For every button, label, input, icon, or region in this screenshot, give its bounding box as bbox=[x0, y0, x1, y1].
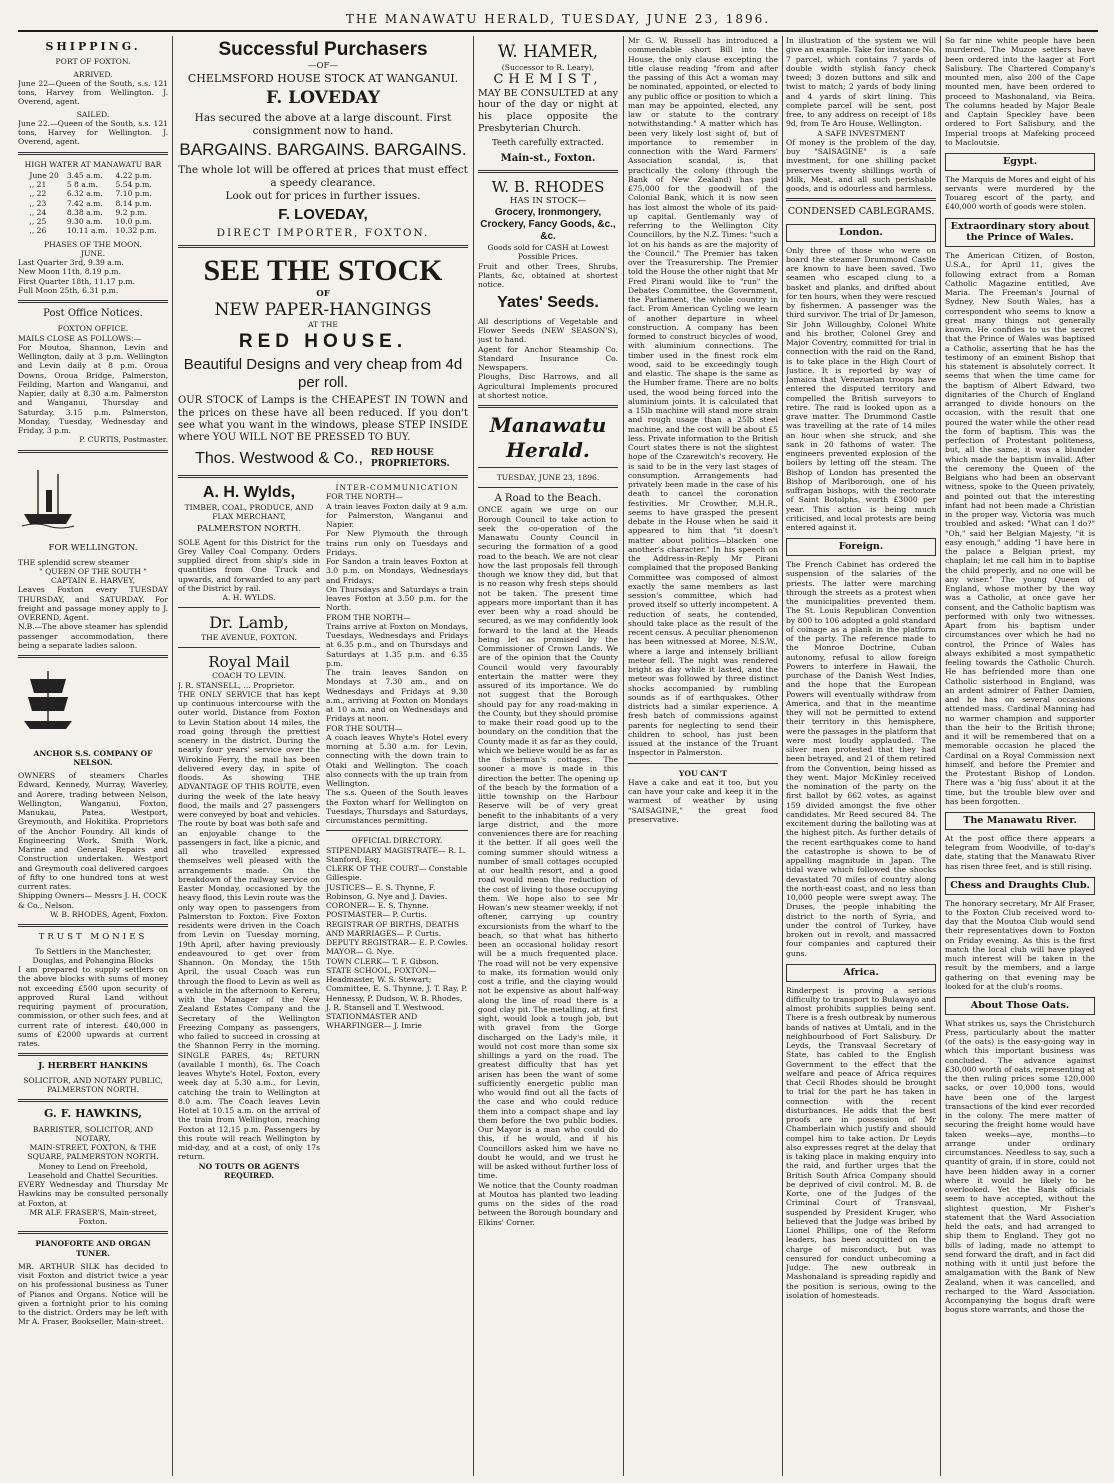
yates-ploughs: Ploughs, Disc Harrows, and all Agricultural Implements procured at shortest notice. bbox=[478, 372, 618, 400]
anchor-text: OWNERS of steamers Charles Edward, Kennedy, Murray, Waverley, and Aorere, trading between Nelson, Wellington, Wanganui, Foxton, Manukau, Patea, Westport, Greymouth, and Hokitika. Proprietors of the Anchor Foundry. All kinds of Engineering Work, Smith Work, Marine and General Repairs and Construction undertaken. Westport and Greymouth coal delivered cargoes of fifty to one hundred tons at west current rates. bbox=[18, 771, 168, 892]
column-4 bbox=[628, 36, 778, 1476]
royal-proprietor: J. R. STANSELL, ... Proprietor. bbox=[178, 680, 295, 690]
sailed-label: SAILED. bbox=[76, 109, 110, 119]
post-office-signature: P. CURTIS, Postmaster. bbox=[79, 435, 168, 445]
tide-date: ,, 22 bbox=[29, 189, 47, 199]
moon-phase: Full Moon 25th, 6.31 p.m. bbox=[18, 285, 119, 295]
story-title: Extraordinary story about the Prince of Wales. bbox=[945, 218, 1095, 247]
table-row bbox=[25, 199, 160, 208]
purchasers-bargains: BARGAINS. BARGAINS. BARGAINS. bbox=[179, 140, 467, 160]
directory-item: MAYOR— G. Nye. bbox=[326, 947, 395, 957]
purchasers-whole: The whole lot will be offered at prices that must effect a speedy clearance. bbox=[178, 164, 468, 189]
hawkins-money: Money to Lend on Freehold, Leasehold and Chattel Securities. bbox=[27, 1161, 159, 1180]
divider bbox=[786, 198, 936, 201]
divider bbox=[18, 152, 168, 155]
tide-am: 9.30 a.m. bbox=[66, 217, 103, 227]
directory-item: POSTMASTER— P. Curtis. bbox=[326, 910, 427, 920]
divider bbox=[18, 300, 168, 303]
steamer-ship-icon bbox=[18, 462, 78, 532]
arrived-text: June 22—Queen of the South, s.s. 121 tons, Harvey from Wellington. J. Overend, agent. bbox=[18, 78, 168, 107]
hamer-name: W. HAMER, bbox=[497, 42, 599, 62]
illustration-text: In illustration of the system we will give an example. Take for instance No. 7 parcel, which contains 7 yards of double width stylish fancy check tweed; 3 dozen buttons and silk and twist to match; 2 yards of body lining and 4 yards of skirt lining. This complete parcel will be sent, post free, to any address on receipt of 18s 9d, from Te Aro House, Wellington. bbox=[786, 36, 936, 129]
directory-item: STIPENDIARY MAGISTRATE— R. L. Stanford, Esq. bbox=[326, 845, 467, 864]
table-row bbox=[25, 171, 160, 180]
post-office-heading: FOXTON OFFICE. bbox=[57, 324, 129, 334]
inter-text: A coach leaves Whyte's Hotel every morning at 5.30 a.m. for Levin, connecting with the down train to Otaki and Wellington. The coach also connects with the up train from Wellington. bbox=[326, 732, 468, 789]
rhodes-goods: Grocery, Ironmongery, Crockery, Fancy Goods, &c., &c. bbox=[480, 206, 616, 242]
tide-am: 6.32 a.m. bbox=[66, 189, 103, 199]
column-5 bbox=[786, 36, 936, 1476]
tide-am: 8.38 a.m. bbox=[66, 207, 103, 217]
divider bbox=[478, 405, 618, 408]
anchor-title: ANCHOR S.S. COMPANY OF NELSON. bbox=[33, 748, 153, 767]
tide-date: ,, 24 bbox=[29, 207, 47, 217]
hamer-teeth: Teeth carefully extracted. bbox=[491, 138, 605, 149]
tide-am: 5 8 a.m. bbox=[66, 180, 98, 190]
news-briefs: Mr G. W. Russell has introduced a commendable short Bill into the House, the only clause excepting the title clause reading "from and after the passing of this Act a woman may be nominated, appointed, or elected to any public office or position to which a man may be appointed, elected, any law or statute to the contrary notwithstanding." A matter which has been very likely lost sight of, but of importance to remember in connection with the Ward Farmers' Association scandal, is, that practically the colony (through the Bank of New Zealand) has paid £75,000 for the goodwill of the Colonial Bank, which it is now seen has lost almost the whole of its paid-up capital. Gentlemanly way of referring to the Wellington City Councillors, by the N.Z. Times: "such a lot on his hands as are the majority of the Council." The Premier has taken over the Treasurership. The Premier told the House the other night that Mr Fred Pirani would like to "run" the Debates Committee, the Government, the Parliament, the whole country in fact. From American Cycling we learn of another departure in wheel construction. A company has been formed to construct bicycles of wood, with aluminium connections. The timber used in the finest rock elm wood, said to be exceedingly tough and elastic. The shape is the same as the Humber frame. There are no bolts used, the wood being forced into the aluminium joints. It is calculated that a 15lb machine will stand more strain and rough usage than a 25lb steel machine, and the cost will be about £5 less. Private information to the British Court states there is not the slightest hope of the Czarewitch's recovery. He is said to be in the very last stages of consumption. Arrangements had privately been made in the case of his death to cancel the coronation festivities. Mr Crowther, M.H.R., seems to have grasped the present debate in the House when he said it appeared to him that "it doesn't matter about politics—blacken one another's character." In his speech on the Address-in-Reply Mr Pirani complained that the proposed Banking Committee was composed of almost exactly the same members as last session's committee, which had proved itself so utterly incompetent. A reduction of seats, he contended, should take place as the result of the recent census. A peculiar phenomenon has been witnessed at Moree, N.S.W., where a large and intensely brilliant meteor fell. The night was rendered bright as day while it lasted, and the meteor was followed by three distinct shocks accompanied by rumbling sounds as if of earthquakes. Other districts had a similar experience. A fresh batch of commissions against parents for neglecting to send their children to school, has just been issued at the instance of the Truant Inspector in Palmerston. bbox=[628, 36, 778, 758]
divider bbox=[18, 655, 168, 658]
tide-date: ,, 26 bbox=[29, 226, 47, 236]
foreign-title: Foreign. bbox=[786, 538, 936, 556]
see-stock-at: AT THE bbox=[308, 320, 338, 330]
trust-title: TRUST MONIES bbox=[38, 932, 148, 943]
arrived-label: ARRIVED. bbox=[73, 69, 113, 79]
directory-item: REGISTRAR OF BIRTHS, DEATHS AND MARRIAGES— P. Curtis. bbox=[326, 919, 460, 938]
africa-title: Africa. bbox=[786, 964, 936, 982]
wylds-trade: TIMBER, COAL, PRODUCE, AND FLAX MERCHANT, bbox=[184, 502, 314, 521]
hamer-trade: CHEMIST, bbox=[493, 71, 603, 87]
wellington-ship-name: " QUEEN OF THE SOUTH " bbox=[39, 566, 147, 576]
moon-phase: Last Quarter 3rd, 9.39 a.m. bbox=[18, 258, 124, 268]
tide-am: 7.42 a.m. bbox=[66, 198, 103, 208]
inter-text: For New Plymouth the through trains run only on Tuesdays and Fridays. bbox=[326, 529, 468, 557]
chess-text: The honorary secretary, Mr Alf Fraser, to the Foxton Club received word to-day that the Moutoa Club would send their representatives down to Foxton on Friday evening. As this is the first match the local club will have played much interest will be taken in the result by the members, and a large gathering on that evening may be looked for at the club's rooms. bbox=[945, 898, 1095, 991]
africa-text: Rinderpest is proving a serious difficulty to transport to Bulawayo and almost prohibits supplies being sent. There is a fresh outbreak by numerous bands of natives at Umtali, and in the neighbourhood of Fort Salisbury. Dr Leyds, the Transvaal Secretary of State, has cabled to the English Government to the effect that the welfare and peace of Africa requires that Cecil Rhodes should be brought to trial for the part he has taken in connection with the recent disturbances. He adds that the best proofs are in possession of Mr Chamberlain which justify and should compel him to take action. Dr Leyds also expresses regret at the delay that is taking place in making enquiry into the raid, and further urges that the British South Africa Company should be deprived of civil control. M. B. de Korte, one of the Judges of the Criminal Court of Transvaal, suspended by President Kruger, who believed that the Judge was bribed by Lionel Phillips, one of the Reform leaders, has been acquitted on the charge of misconduct, but was censured for conduct unbecoming a Judge. The new outbreak in Mashonaland is spreading rapidly and the position is serious, owing to the isolation of homesteads. bbox=[786, 985, 936, 1300]
hawkins-address: MAIN-STREET, FOXTON, & THE SQUARE, PALMERSTON NORTH. bbox=[27, 1143, 159, 1162]
column-rule bbox=[473, 36, 474, 1476]
purchasers-title: Successful Purchasers bbox=[218, 39, 428, 60]
tide-pm: 7.10 p.m. bbox=[115, 189, 152, 199]
rhodes-stock: HAS IN STOCK— bbox=[509, 196, 587, 207]
divider bbox=[628, 763, 778, 764]
trust-text: I am prepared to supply settlers on the above blocks with sums of money not exceeding £500 upon security of approved Rural Land without requiring payment of procuration, commission, or other such fees, and at current rate of interest. £40,000 in sums of £2000 upwards at current rates. bbox=[18, 965, 168, 1049]
divider bbox=[178, 607, 320, 608]
divider bbox=[18, 1053, 168, 1056]
tide-pm: 5.54 p.m. bbox=[115, 180, 152, 190]
london-text: Only three of those who were on board the steamer Drummond Castle are known to have been saved. Two seamen who escaped clung to a basket and planks, and drifted about for ten hours, when they were rescued by fishermen. A passenger was the third survivor. The trial of Dr Jameson, Sir John Willoughby, Colonel White and his brother, Colonel Grey and Major Coventry, committed for trial in connection with the raid on the Rand, is to take place in the High Court of Justice. It is reported by way of Jamaica that Venezuelan troops have entered the disputed territory and compelled the British surveyors to retire. The raid is looked upon as a grave matter. The Drummond Castle was travelling at the rate of 14 miles an hour when she struck, and she sank in 20 fathoms of water. The engineers prevented explosion of the boilers by letting off the steam. The Bishop of London has presented the Bishop of Marlborough, one of his suffragan bishops, with the rectorate of Saint Botolphs, worth £3000 per year. This action is being much criticised, and local protests are being entered against it. bbox=[786, 245, 936, 533]
see-stock-house: RED HOUSE. bbox=[238, 330, 408, 352]
hawkins-title: BARRISTER, SOLICITOR, AND NOTARY, bbox=[32, 1124, 154, 1143]
ad-title: YOU CAN'T bbox=[678, 768, 728, 778]
shipping-title: SHIPPING. bbox=[45, 40, 141, 53]
hamer-text: MAY BE CONSULTED at any hour of the day or night at his place opposite the Presbyterian Church. bbox=[478, 87, 618, 134]
inter-text: For Sandon a train leaves Foxton at 3.0 p.m. on Mondays, Wednesdays and Fridays. bbox=[326, 557, 468, 585]
tide-title: HIGH WATER AT MANAWATU BAR bbox=[24, 159, 162, 169]
hankins-title: SOLICITOR, AND NOTARY PUBLIC, bbox=[23, 1075, 163, 1085]
see-stock-papers: NEW PAPER-HANGINGS bbox=[214, 299, 432, 320]
divider bbox=[18, 924, 168, 927]
table-row bbox=[25, 217, 160, 226]
road-text-2: We notice that the County roadman at Moutoa has planted two leading gums on the sides of the road between the Borough boundary and Elkins' Corner. bbox=[478, 1180, 618, 1227]
purchasers-stock: CHELMSFORD HOUSE STOCK AT WANGANUI. bbox=[187, 71, 459, 85]
herald-title: Manawatu Herald. bbox=[489, 413, 607, 462]
tide-pm: 4.22 p.m. bbox=[115, 170, 152, 180]
royal-title: Royal Mail bbox=[208, 653, 290, 672]
column-2-split bbox=[178, 483, 468, 1180]
table-row bbox=[25, 226, 160, 235]
table-row bbox=[25, 208, 160, 217]
royal-sub: COACH TO LEVIN. bbox=[212, 671, 286, 681]
egypt-title: Egypt. bbox=[945, 153, 1095, 171]
see-stock-designs: Beautiful Designs and very cheap from 4d per roll. bbox=[183, 355, 463, 392]
hankins-name: J. HERBERT HANKINS bbox=[38, 1061, 148, 1072]
inter-north: FOR THE NORTH— bbox=[326, 492, 404, 502]
table-row bbox=[25, 189, 160, 198]
post-office-title: Post Office Notices. bbox=[43, 308, 143, 320]
moon-month: JUNE. bbox=[80, 248, 106, 258]
column-6 bbox=[945, 36, 1095, 1476]
divider bbox=[18, 450, 168, 453]
tide-pm: 10.32 p.m. bbox=[115, 226, 157, 236]
wellington-captain: CAPTAIN E. HARVEY, bbox=[51, 576, 135, 586]
directory-item: TOWN CLERK— T. F. Gibson. bbox=[326, 956, 439, 966]
divider bbox=[18, 1231, 168, 1234]
sailing-ship-icon bbox=[18, 667, 78, 737]
hankins-place: PALMERSTON NORTH. bbox=[46, 1085, 140, 1095]
chess-title: Chess and Draughts Club. bbox=[945, 877, 1095, 895]
column-2-right bbox=[326, 483, 468, 1180]
lamb-address: THE AVENUE, FOXTON. bbox=[201, 632, 297, 642]
purchasers-secured: Has secured the above at a large discount. First consignment now to hand. bbox=[194, 111, 452, 137]
divider bbox=[478, 467, 618, 468]
anchor-owners: Shipping Owners— Messrs J. H. COCK & Co., Nelson. bbox=[18, 891, 167, 910]
wylds-signature: A. H. WYLDS. bbox=[222, 593, 276, 603]
moon-phase: New Moon 11th, 8.19 p.m. bbox=[18, 267, 121, 277]
river-title: The Manawatu River. bbox=[945, 812, 1095, 830]
foreign-text: The French Cabinet has ordered the suspension of the salaries of the priests. The latter were marching through the streets as a protest when the municipalities prevented them. The St. Louis Republican Convention by 800 to 106 adopted a gold standard of coinage as a plank in the platform of the party. The reference made to the Monroe Doctrine, Cuban autonomy, refusal to allow foreign Powers to interfere in Hawaii, the purchase of the Danish West Indies, and the hope that the European Powers will eventually withdraw from America, and that in the meantime they will not be permitted to extend their territory in this hemisphere, were the passages in the platform that were most loudly applauded. The silver men protested that they had been betrayed, and 21 of them retired from the Convention, being hissed as they went. Major McKinley received the nomination of the party on the first ballot by 662 votes, as against 159 divided amongst the five other candidates. Mr Reed secured 84. The excitement during the balloting was at the highest pitch. As further details of the recent earthquakes come to hand the catastrophe is shown to be of appalling magnitude in Japan. The tidal wave which followed the shocks devastated 70 miles of country along the north-east coast, and no less than 10,000 people were swept away. The Druses, the people inhabiting the district to the north of Syria, and under the control of Turkey, have broken out in revolt, and massacred four companies and captured their guns. bbox=[786, 560, 936, 958]
tide-date: ,, 25 bbox=[29, 217, 47, 227]
road-text: ONCE again we urge on our Borough Council to take action to seek the co-operation of the Manawatu County Council in securing the formation of a good road to the beach. We are not clear how the last proposals fell through though we know they did, but that is no reason why fresh steps should not be taken. The present time appears more important than it has ever been why a road should be secured, as we may confidently look forward to the land at the Heads being let as promised by the Commissioner of Crown Lands. We are of the opinion that the County Council would very favourably entertain the matter were they assured of its importance. We do not suggest that the Borough should pay for any road-making in the County, but they should promise to make their road good up to the boundary on the condition that the County made it as far as they could, which we believe would be as far as the fisherman's cottages. The sooner a move is made in this direction the better. The opening up of the beach by the formation of a little township on the Harbour Reserve will be of very great benefit to the inhabitants of a very large district, and the more conveniences there are for reaching it the better. If all goes well the coming summer should witness a number of small cottages occupied at our health resort, and a good road would mean the reduction of the cost of living to those occupying them. We hope also to see Mr Howan's new steamer weekly, if not oftener, carrying up country excursionists from the wharf to the beach, so that what has hitherto been an occasional holiday resort will be a much frequented place. The road will not be very expensive to make, its formation would only cost a trifle, and the claying would not be expensive as about half-way along the line of road there is a good clay pit. The metalling, at first sight, would look a tough job, but with gravel from the Gorge discharged on the Lady's mile, it would not cost more than some six shillings a yard on the road. The greatest difficulty that has yet arisen has been the want of some sufficiently energetic public man who would find out all the facts of the case and who could reduce them into a compact shape and lay them before the two public bodies. Our Mayor is a man who could do this, if he would, and if his Councillors asked him we have no doubt he would, and we trust he will be asked without further loss of time. bbox=[478, 505, 618, 1181]
port-heading: PORT OF FOXTON. bbox=[55, 57, 131, 67]
tide-pm: 9.2 p.m. bbox=[115, 207, 147, 217]
tide-pm: 8.14 p.m. bbox=[115, 198, 152, 208]
wellington-text: Leaves Foxton every TUESDAY THURSDAY, and SATURDAY. For freight and passage money apply to J. OVEREND, Agent. bbox=[18, 585, 168, 623]
rhodes-cash: Goods sold for CASH at Lowest Possible Prices. bbox=[487, 243, 609, 262]
wellington-note: N.B.—The above steamer has splendid passenger accommodation, there being a separate ladies saloon. bbox=[18, 622, 168, 650]
story-text: The American Citizen, of Boston, U.S.A., for April 11, gives the following extract from a Roman Catholic Magazine entitled, Ave Maria. The Freeman's Journal of Sydney, New South Wales, has a correspondent who seems to know a great many things not generally known. He confides to us the secret that the Prince of Wales was baptised a Catholic, asserting that he has the testimony of an eminent Bishop that his statement is absolutely correct. It seems that when the time came for the baptism of Albert Edward, two dignitaries of the Church of England arranged to divide honours on the occasion, with the result that one poured the water while the other read the form of baptism. This was the perfection of Protestant politeness, but, all the same, it was a blunder which made the baptism invalid. After the ceremony the Queen of the Belgians who had been an observant witness, spoke to the Queen privately, and pointed out that the interesting infant had not been made a Christian in the proper way. Victoria was much troubled and asked: "What can I do?" "Oh," said her Belgian Majesty, "it is easy enough," adding "I have here in the palace a Belgian priest, my chaplain; let me call him in to baptise the child properly, and no one will be any wiser." The young Queen of England, whose mother by the way was a Catholic, at once gave her consent, and the Catholic baptism was performed with only two witnesses. Apart from his baptism under circumstances over which he had no control, the Prince of Wales has always exhibited a most sympathetic feeling towards the Catholic Church. He has befriended more than one Catholic sisterhood in England, was an ardent admirer of Father Damien, and he has on several occasions attended mass. Cardinal Manning had no warmer champion and supporter than the heir to the British throne; and it will be remembered that on a memorable occasion he placed the Cardinal on a Royal Commission next himself, and before the Premier and the Protestant Bishop of London. There was a 'big fuss' about it at the time, but the trouble blew over and has been forgotten. bbox=[945, 251, 1095, 806]
divider bbox=[18, 1099, 168, 1102]
see-stock-of: OF bbox=[316, 289, 330, 300]
directory-item: CORONER— E. S. Thynne. bbox=[326, 901, 429, 911]
masthead bbox=[18, 8, 1098, 32]
column-rule bbox=[782, 36, 783, 1476]
masthead-title: THE MANAWATU HERALD, TUESDAY, JUNE 23, 1896. bbox=[345, 12, 771, 26]
post-office-mails: MAILS CLOSE AS FOLLOWS:— bbox=[18, 333, 142, 343]
tide-date: ,, 21 bbox=[29, 180, 47, 190]
cables-title: CONDENSED CABLEGRAMS. bbox=[787, 206, 935, 218]
tide-pm: 10.0 p.m. bbox=[115, 217, 152, 227]
moon-phase: First Quarter 18th, 11.17 p.m. bbox=[18, 276, 136, 286]
purchasers-signature: F. LOVEDAY, bbox=[278, 205, 368, 223]
africa-continued: So far nine white people have been murdered. The Muzoe settlers have been ordered into the laager at Fort Salisbury. The Chartered Company's mounted men, also 200 of the Cape mounted men, have been ordered to proceed to Mashonaland, via Beira. The columns headed by Major Beale and Captain Speckley have been ordered to Fort Salisbury, and the Imperial troops at Mafeking proceed to Macloutsie. bbox=[945, 36, 1095, 147]
tide-date: June 20 bbox=[29, 170, 59, 180]
column-rule bbox=[172, 36, 173, 1476]
directory-item: CLERK OF THE COURT— Constable Gillespie. bbox=[326, 864, 468, 883]
investment-text: Of money is the problem of the day, buy "SAISAGINE" is a safe investment, for one shilling packet preserves twenty shillings worth of Milk, Meat, and all such perishable goods, and is odourless and harmless. bbox=[786, 137, 936, 193]
purchasers-of: —OF— bbox=[307, 61, 339, 72]
yates-text: All descriptions of Vegetable and Flower Seeds (NEW SEASON'S), just to hand. bbox=[478, 316, 618, 345]
inter-text: A train leaves Foxton daily at 9 a.m. for Palmerston, Wanganui and Napier. bbox=[326, 501, 468, 530]
yates-agent: Agent for Anchor Steamship Co. Standard Insurance Co. Newspapers. bbox=[478, 344, 618, 373]
inter-text: Trains arrive at Foxton on Mondays, Tuesdays, Wednesdays and Fridays at 6.35 p.m., and on Thursdays and Saturdays at 1.35 p.m. and 6.35 p.m. bbox=[326, 621, 468, 668]
hawkins-at: MR ALF. FRASER'S, Main-street, Foxton. bbox=[29, 1207, 157, 1227]
column-1 bbox=[18, 36, 168, 1476]
oats-title: About Those Oats. bbox=[945, 997, 1095, 1015]
oats-text: What strikes us, says the Christchurch Press, particularly about the matter (of the oats) is the easy-going way in which this important business was concluded. The advance against £30,000 worth of oats, representing at the then ruling prices some 120,000 sacks, or over 10,000 tons, would have been one of the largest transactions of the kind ever recorded in the colony. The mere matter of securing the freight home would have taken weeks—aye, months—to arrange under ordinary circumstances. Needless to say, such a quantity of grain, if in store, could not have been hidden away in a corner where it would be likely to be overlooked. Yet the Bank officials seem to have accepted, without the slightest question, Mr Fisher's statement that the Ward Association held the oats, and had arranged to ship them to England. They got no bills of lading, made no attempt to send forward the draft, and in fact did nothing with it until just before the amalgamation with the Bank of New Zealand, when it was cancelled, and recharged to the Ward Association. Accompanying the bogus draft were bogus store warrants, and those the bbox=[945, 1018, 1095, 1315]
divider bbox=[326, 830, 468, 831]
wylds-name: A. H. Wylds, bbox=[202, 484, 296, 502]
piano-text: MR. ARTHUR SILK has decided to visit Foxton and district twice a year on his professional business as Tuner of Pianos and Organs. Notice will be given a fortnight prior to his coming to the district. Orders may be left with Mr A. Fraser, Bookseller, Main-street. bbox=[18, 1261, 168, 1327]
divider bbox=[478, 170, 618, 173]
column-rule bbox=[623, 36, 624, 1476]
moon-title: PHASES OF THE MOON. bbox=[44, 239, 142, 249]
column-2-left bbox=[178, 483, 320, 1180]
divider bbox=[178, 647, 320, 648]
royal-touts: NO TOUTS OR AGENTS REQUIRED. bbox=[198, 1161, 300, 1180]
trust-sub: To Settlers in the Manchester, Douglas, and Pohangina Blocks bbox=[32, 946, 154, 965]
inter-text: The train leaves Sandon on Mondays at 7.30 am., and on Wednesdays and Fridays at 9.30 a.m., arriving at Foxton on Mondays at 10 a.m. and on Wednesdays and Fridays at noon. bbox=[326, 668, 468, 724]
yates-title: Yates' Seeds. bbox=[497, 294, 599, 312]
directory-item: STATIONMASTER AND WHARFINGER— J. Imrie bbox=[326, 1012, 422, 1031]
see-stock-lamps: OUR STOCK of Lamps is the CHEAPEST IN TOWN and the prices on these have all been reduced. If you don't see what you want in the windows, please STEP INSIDE where YOU WILL NOT BE PRESSED TO BUY. bbox=[178, 395, 468, 443]
wellington-title: FOR WELLINGTON. bbox=[48, 543, 138, 554]
royal-text: THE ONLY SERVICE that has kept up continuous intercourse with the outer world. Distance from Foxton to Levin Station about 14 miles, the road going through the prettiest scenery in the district. During the nearly four years' service over the Wirokino Ferry, the mail has been delivered every day, in spite of floods. As showing THE ADVANTAGE OF THIS ROUTE, even during the week of the late heavy flood, the mails and 27 passengers were conveyed by boat and vehicles. The route by boat was both safe and an enjoyable change to the passengers in fact, like a picnic, and all who travelled expressed themselves well pleased with the arrangements made. On the breakdown of the railway service on Easter Monday, occasioned by the heavy flood, this Levin route was the only way open to passengers from Palmerston to Foxton. Five Foxton residents were driven in the Coach from Levin on Tuesday morning, 19th April, after having previously endeavoured to get over from Shannon. On Monday, the 15th April, the usual Coach was run through the flood to Levin as well as a vehicle in the afternoon to Kereru, with the Manager of the New Zealand Estates Company and the Secretary of the Wellington Freezing Company as passengers, who failed to succeed in crossing at the Shannon Ferry in the morning. SINGLE FARES, 4s; RETURN (available 1 month), 6s. The Coach leaves Whyte's Hotel, Foxton, every week day at 5.30 a.m., for Levin, catching the train to Wellington at 8.0 a.m. The Coach leaves Levin Hotel at 10.15 a.m. on the arrival of the train from Wellington, reaching Foxton at 12.15 p.m. Passengers by this route will reach Wellington by mid-day, and at a cost, of only 17s return. bbox=[178, 689, 320, 1162]
ad-text: Have a cake and eat it too, but you can have your cake and keep it in the warmest of weather by using "SAISAGINE," the great food preservative. bbox=[628, 777, 778, 824]
column-rule bbox=[940, 36, 941, 1476]
rhodes-name: W. B. RHODES bbox=[491, 177, 605, 196]
see-stock-title: SEE THE STOCK bbox=[203, 253, 443, 287]
directory-item: STATE SCHOOL, FOXTON— Headmaster, W. S. Stewart; Committee, E. S. Thynne, J. T. Ray, P. Hennessy, P. Dudson, W. B. Rhodes, J. R. Stansell and T. Westwood. bbox=[326, 965, 468, 1012]
hawkins-every: EVERY Wednesday and Thursday Mr Hawkins may be consulted personally at Foxton, at bbox=[18, 1180, 168, 1208]
rhodes-trees: Fruit and other Trees, Shrubs, Plants, &c, obtained at shortest notice. bbox=[478, 261, 618, 290]
hamer-address: Main-st., Foxton. bbox=[500, 152, 596, 164]
purchasers-name: F. LOVEDAY bbox=[265, 88, 381, 109]
see-stock-sig-name: Thos. Westwood & Co., bbox=[195, 450, 363, 468]
directory-item: DEPUTY REGISTRAR— E. P. Cowles. bbox=[326, 938, 468, 948]
wylds-place: PALMERSTON NORTH. bbox=[196, 524, 302, 535]
column-2 bbox=[178, 36, 468, 1476]
inter-south: FOR THE SOUTH— bbox=[326, 723, 403, 733]
tide-date: ,, 23 bbox=[29, 198, 47, 208]
column-3 bbox=[478, 36, 618, 1476]
herald-date: TUESDAY, JUNE 23, 1896. bbox=[496, 472, 600, 482]
see-stock-sig-prop: RED HOUSE PROPRIETORS. bbox=[370, 448, 450, 470]
london-title: London. bbox=[786, 224, 936, 242]
directory-item: JUSTICES— E. S. Thynne, F. Robinson, G. Nye and J. Davies. bbox=[326, 882, 448, 901]
tide-am: 3.45 a.m. bbox=[66, 170, 103, 180]
tide-table bbox=[25, 171, 160, 236]
purchasers-importer: DIRECT IMPORTER, FOXTON. bbox=[216, 226, 430, 239]
tide-am: 10.11 a.m. bbox=[66, 226, 108, 236]
divider bbox=[478, 487, 618, 488]
inter-title: INTER-COMMUNICATION bbox=[335, 483, 459, 493]
wylds-text: SOLE Agent for this District for the Grey Valley Coal Company. Orders supplied direct from ship's side in quantities from One Truck and upwards, and forwarded to any part of the District by rail. bbox=[178, 537, 320, 593]
piano-title: PIANOFORTE AND ORGAN TUNER. bbox=[35, 1239, 151, 1258]
see-stock-signature bbox=[178, 448, 468, 470]
lamb-name: Dr. Lamb, bbox=[209, 613, 289, 633]
anchor-agent: W. B. RHODES, Agent, Foxton. bbox=[50, 909, 168, 919]
hawkins-name: G. F. HAWKINS, bbox=[44, 1107, 142, 1121]
directory-title: OFFICIAL DIRECTORY. bbox=[351, 836, 443, 846]
inter-from-north: FROM THE NORTH— bbox=[326, 612, 411, 622]
inter-text: The s.s. Queen of the South leaves the Foxton wharf for Wellington on Tuesdays, Thursdays and Saturdays, circumstances permitting. bbox=[326, 788, 468, 826]
post-office-text: For Moutoa, Shannon, Levin and Wellington, daily at 3 p.m. Wellington and Levin daily at 8 p.m. Oroua Downs, Oroua Bridge, Palmerston, Feilding, Marton and Wanganui, and Napier, daily at 8.30 a.m. Palmerston and Wanganui, Thursday and Saturday, 3.15 p.m. Palmerston, Monday, Tuesday, Wednesday and Friday, 3 p.m. bbox=[18, 342, 168, 436]
investment-title: A SAFE INVESTMENT bbox=[817, 128, 905, 138]
inter-text: On Thursdays and Saturdays a train leaves Foxton at 3.50 p.m. for the North. bbox=[326, 584, 468, 613]
purchasers-look: Look out for prices in further issues. bbox=[225, 189, 421, 202]
road-title: A Road to the Beach. bbox=[494, 493, 602, 505]
wellington-the: THE splendid screw steamer bbox=[18, 557, 130, 567]
egypt-text: The Marquis de Mores and eight of his servants were murdered by the Touareg escort of the party, and £40,000 worth of goods were stolen. bbox=[945, 174, 1095, 212]
divider bbox=[178, 475, 468, 478]
river-text: At the post office there appears a telegram from Woodville, of to-day's date, stating that the Manawatu River has risen three feet, and is still rising. bbox=[945, 833, 1095, 871]
hamer-sub: (Successor to R. Leary), bbox=[501, 62, 595, 72]
sailed-text: June 22.—Queen of the South, s.s. 121 tons, Harvey for Wellington. J. Overend, agent. bbox=[18, 118, 168, 147]
divider bbox=[178, 245, 468, 248]
table-row bbox=[25, 180, 160, 189]
